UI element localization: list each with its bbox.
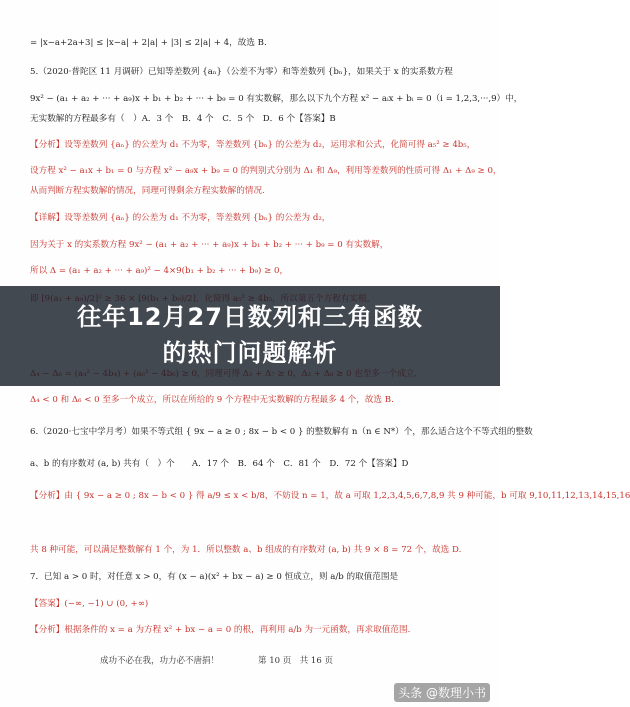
text-line: 【分析】设等差数列 {aₙ} 的公差为 d₁ 不为零，等差数列 {bₙ} 的公差为 d₂，运用求和公式，化简可得 a₅² ≥ 4b₅，	[30, 140, 476, 150]
footer-motto: 成功不必在我，功力必不唐捐！	[100, 656, 220, 666]
text-line: Δ₄ < 0 和 Δ₆ < 0 至多一个成立，所以在所给的 9 个方程中无实数解的方程最多 4 个，故选 B.	[30, 395, 394, 405]
page-number: 第 10 页 共 16 页	[258, 656, 333, 666]
text-line: = |x−a+2a+3| ≤ |x−a| + 2|a| + |3| ≤ 2|a| + 4，故选 B.	[30, 38, 267, 48]
text-line: 【分析】根据条件的 x = a 为方程 x² + bx − a = 0 的根，再利用 a/b 为一元函数，再求取值范围.	[30, 625, 411, 635]
text-line: 共 8 种可能，可以满足整数解有 1 个，为 1．所以整数 a、b 组成的有序数对 (a, b) 共 9 × 8 = 72 个，故选 D.	[30, 545, 462, 555]
text-line: 【分析】由 { 9x − a ≥ 0 ; 8x − b < 0 } 得 a/9 ≤ x < b/8，不妨设 n = 1，故 a 可取 1,2,3,4,5,6,7,8,9 共 9 种可能，b 可取 9,10,11,12,13,14,15,16	[30, 491, 630, 501]
text-line: 所以 Δ = (a₁ + a₂ + ··· + a₉)² − 4×9(b₁ + b₂ + ··· + b₉) ≥ 0，	[30, 266, 289, 276]
banner-title-line2: 的热门问题解析	[162, 339, 338, 367]
text-line: 设方程 x² − a₁x + b₁ = 0 与方程 x² − a₉x + b₉ = 0 的判别式分别为 Δ₁ 和 Δ₉，利用等差数列的性质可得 Δ₁ + Δ₉ ≥ 0，	[30, 166, 502, 176]
title-banner	[0, 286, 500, 386]
text-line: 7．已知 a > 0 时，对任意 x > 0，有 (x − a)(x² + bx − a) ≥ 0 恒成立，则 a/b 的取值范围是	[30, 572, 399, 582]
text-line: 6.（2020·七宝中学月考）如果不等式组 { 9x − a ≥ 0 ; 8x − b < 0 } 的整数解有 n（n ∈ N*）个，那么适合这个不等式组的整数	[30, 427, 533, 437]
banner-title-line1: 往年12月27日数列和三角函数	[77, 303, 423, 331]
text-line: a、b 的有序数对 (a, b) 共有（ ）个 A．17 个 B．64 个 C．81 个 D．72 个【答案】D	[30, 459, 409, 469]
text-line: 【详解】设等差数列 {aₙ} 的公差为 d₁ 不为零，等差数列 {bₙ} 的公差为 d₂，	[30, 213, 331, 223]
text-line: 9x² − (a₁ + a₂ + ··· + a₉)x + b₁ + b₂ + ··· + b₉ = 0 有实数解，那么以下九个方程 x² − aᵢx + bᵢ = 0（i = 1,2,3,···,9）中，	[30, 94, 523, 104]
text-line: 【答案】(−∞, −1) ∪ (0, +∞)	[30, 599, 149, 609]
text-line: 5.（2020·普陀区 11 月调研）已知等差数列 {aₙ}（公差不为零）和等差数列 {bₙ}，如果关于 x 的实系数方程	[30, 67, 453, 77]
text-line: 无实数解的方程最多有（ ）A．3 个 B．4 个 C．5 个 D．6 个【答案】B	[30, 114, 336, 124]
watermark: 头条 @数理小书	[394, 683, 490, 702]
text-line: 因为关于 x 的实系数方程 9x² − (a₁ + a₂ + ··· + a₉)x + b₁ + b₂ + ··· + b₉ = 0 有实数解，	[30, 240, 389, 250]
text-line: 从而判断方程实数解的情况，同理可得剩余方程实数解的情况.	[30, 186, 265, 196]
